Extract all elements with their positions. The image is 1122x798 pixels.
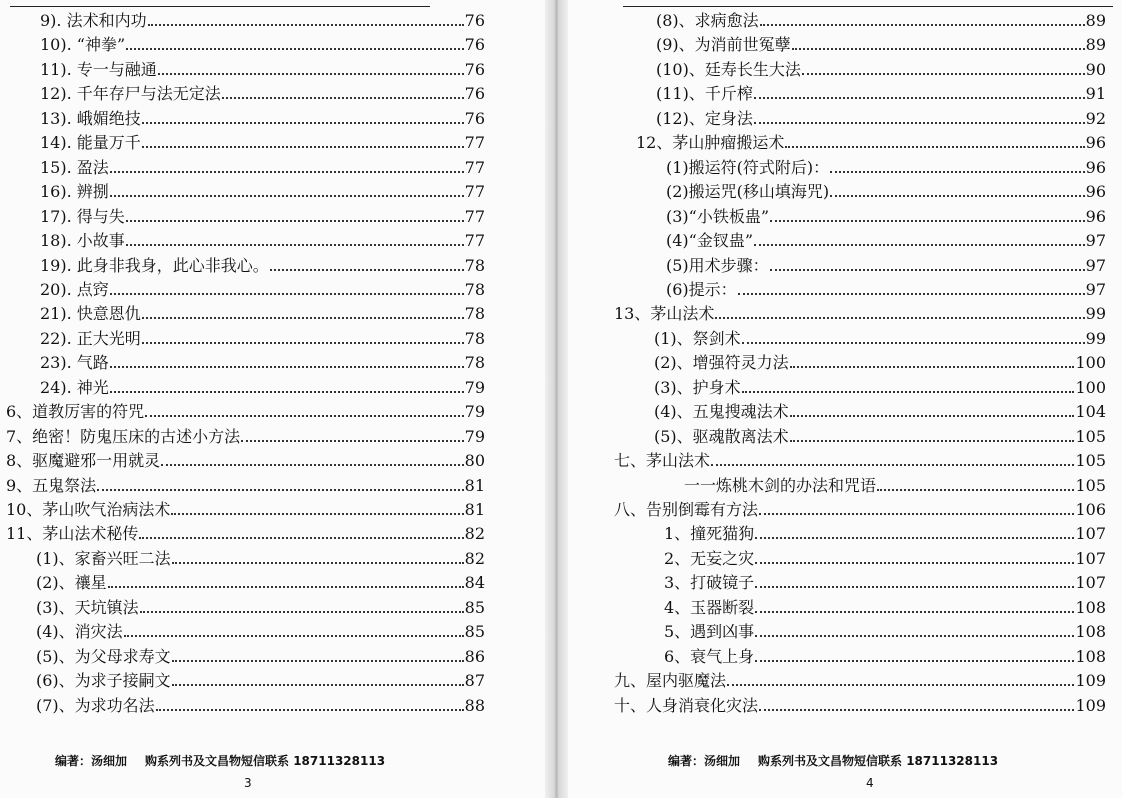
dot-leader — [126, 206, 464, 222]
toc-entry-page: 79 — [464, 426, 485, 446]
toc-entry-title: 9、五鬼祭法 — [6, 475, 97, 495]
toc-entry-page: 100 — [1075, 353, 1106, 373]
dot-leader — [145, 401, 463, 417]
toc-entry-title: 12、茅山肿瘤搬运术 — [636, 133, 785, 153]
dot-leader — [755, 621, 1074, 637]
toc-entry-page: 100 — [1075, 377, 1106, 397]
toc-entry-page: 105 — [1075, 475, 1106, 495]
toc-entry-title: (8)、求病愈法 — [656, 11, 759, 30]
toc-entry — [666, 279, 1106, 301]
toc-entry-title: 七、茅山法术 — [614, 451, 711, 471]
toc-entry-title: 十、人身消衰化灾法 — [614, 695, 759, 715]
toc-entry-page: 96 — [1085, 206, 1106, 226]
dot-leader — [760, 10, 1085, 26]
book-gutter — [545, 0, 568, 798]
toc-entry-page: 88 — [464, 695, 485, 715]
dot-leader — [158, 59, 464, 75]
dot-leader — [110, 279, 464, 295]
toc-entry — [654, 426, 1106, 448]
toc-entry-page: 97 — [1085, 255, 1106, 275]
dot-leader — [877, 475, 1074, 491]
page-number: 4 — [866, 776, 874, 790]
dot-leader — [711, 450, 1074, 466]
dot-leader — [110, 181, 464, 197]
toc-entry-page: 104 — [1075, 402, 1106, 422]
toc-entry-title: (3)、护身术 — [654, 377, 741, 397]
dot-leader — [759, 695, 1074, 711]
toc-entry-page: 107 — [1075, 524, 1106, 544]
toc-entry-page: 77 — [464, 157, 485, 177]
toc-entry — [664, 646, 1106, 668]
toc-entry-title: 9). 法术和内功 — [40, 11, 147, 30]
toc-entry-title: 23). 气路 — [40, 353, 109, 373]
toc-entry — [664, 523, 1106, 545]
dot-leader — [755, 523, 1074, 539]
toc-entry-title: 6、道教厉害的符咒 — [6, 402, 145, 422]
toc-entry — [40, 132, 485, 154]
dot-leader — [755, 597, 1074, 613]
dot-leader — [126, 34, 464, 50]
toc-entry — [40, 59, 485, 81]
toc-entry — [654, 352, 1106, 374]
toc-entry — [614, 499, 1106, 521]
toc-entry-page: 96 — [1085, 182, 1106, 202]
toc-entry — [666, 206, 1106, 228]
toc-entry — [40, 279, 485, 301]
toc-entry — [664, 621, 1106, 643]
dot-leader — [222, 83, 464, 99]
dot-leader — [742, 377, 1075, 393]
footer-contact: 购系列书及文昌物短信联系 18711328113 — [758, 754, 999, 768]
dot-leader — [755, 646, 1074, 662]
toc-entry-page: 78 — [464, 328, 485, 348]
toc-entry — [664, 597, 1106, 619]
toc-entry-title: (10)、廷寿长生大法 — [656, 59, 801, 79]
toc-entry-title: (11)、千斤榨 — [656, 84, 753, 104]
toc-entry-title: 一一炼桃木剑的办法和咒语 — [684, 475, 877, 495]
toc-entry-title: 15). 盈法 — [40, 157, 109, 177]
toc-entry-title: (9)、为消前世冤孽 — [656, 35, 791, 55]
toc-entry-title: 1、撞死猫狗 — [664, 524, 755, 544]
toc-entry — [684, 475, 1106, 497]
header-rule — [623, 6, 1113, 7]
toc-entry-page: 99 — [1085, 304, 1106, 324]
toc-entry — [40, 181, 485, 203]
toc-entry — [636, 132, 1106, 154]
toc-entry-page: 89 — [1085, 11, 1106, 30]
toc-entry-page: 108 — [1075, 597, 1106, 617]
toc-entry-page: 91 — [1085, 84, 1106, 104]
dot-leader — [742, 328, 1085, 344]
toc-entry-title: (4)“金钗蛊” — [666, 231, 754, 251]
toc-entry-title: (5)用术步骤： — [666, 255, 769, 275]
dot-leader — [172, 646, 464, 662]
toc-entry-title: 17). 得与失 — [40, 206, 125, 226]
dot-leader — [790, 352, 1075, 368]
toc-entry-page: 97 — [1085, 231, 1106, 251]
toc-entry-page: 106 — [1075, 500, 1106, 519]
dot-leader — [755, 572, 1074, 588]
toc-entry-page: 105 — [1075, 451, 1106, 471]
toc-entry-page: 81 — [464, 475, 485, 495]
dot-leader — [124, 621, 464, 637]
toc-entry-title: (5)、驱魂散离法术 — [654, 426, 789, 446]
dot-leader — [802, 59, 1085, 75]
toc-entry-page: 77 — [464, 133, 485, 153]
right-page — [568, 0, 1122, 798]
toc-entry-title: 16). 辨捌 — [40, 182, 109, 202]
toc-entry-page: 109 — [1075, 671, 1106, 691]
toc-entry-page: 90 — [1085, 59, 1106, 79]
toc-entry-page: 92 — [1085, 108, 1106, 128]
toc-entry-title: (1)、家畜兴旺二法 — [36, 548, 171, 568]
toc-entry — [614, 670, 1106, 692]
toc-entry-page: 96 — [1085, 133, 1106, 153]
dot-leader — [110, 157, 464, 173]
toc-entry-title: (2)、增强符灵力法 — [654, 353, 789, 373]
toc-entry — [36, 695, 485, 717]
toc-entry — [664, 548, 1106, 570]
footer — [668, 752, 998, 769]
toc-entry-title: 14). 能量万千 — [40, 133, 141, 153]
toc-entry — [40, 83, 485, 105]
toc-entry-title: 九、屋内驱魔法 — [614, 671, 727, 691]
footer — [55, 752, 385, 769]
toc-entry-page: 78 — [464, 304, 485, 324]
toc-entry-page: 79 — [464, 377, 485, 397]
toc-entry — [654, 328, 1106, 350]
toc-entry-page: 85 — [464, 622, 485, 642]
dot-leader — [172, 670, 464, 686]
dot-leader — [727, 670, 1074, 686]
dot-leader — [161, 450, 463, 466]
toc-entry — [40, 10, 485, 32]
toc-entry — [6, 426, 485, 448]
toc-entry-page: 108 — [1075, 646, 1106, 666]
dot-leader — [148, 10, 464, 26]
toc-entry-title: (2)搬运咒(移山填海咒) — [666, 182, 830, 202]
toc-entry-title: 3、打破镜子 — [664, 573, 755, 593]
header-rule — [10, 6, 430, 7]
toc-entry-title: 13、茅山法术 — [614, 304, 715, 324]
dot-leader — [770, 255, 1085, 271]
toc-entry-title: (4)、五鬼搜魂法术 — [654, 402, 789, 422]
dot-leader — [171, 499, 463, 515]
dot-leader — [759, 499, 1074, 515]
toc-entry — [36, 621, 485, 643]
dot-leader — [830, 181, 1084, 197]
toc-entry-page: 79 — [464, 402, 485, 422]
toc-entry-title: (12)、定身法 — [656, 108, 753, 128]
toc-entry-title: 21). 快意恩仇 — [40, 304, 141, 324]
toc-entry-page: 81 — [464, 500, 485, 519]
dot-leader — [270, 255, 464, 271]
page-number: 3 — [244, 776, 252, 790]
toc-entry-title: 8、驱魔避邪一用就灵 — [6, 451, 161, 471]
toc-entry-page: 76 — [464, 84, 485, 104]
toc-entry-page: 109 — [1075, 695, 1106, 715]
footer-author: 编著：汤细加 — [55, 754, 128, 768]
dot-leader — [755, 548, 1074, 564]
toc-entry — [6, 401, 485, 423]
toc-entry-page: 107 — [1075, 548, 1106, 568]
toc-entry — [36, 646, 485, 668]
toc-entry-title: 11、茅山法术秘传 — [6, 524, 139, 544]
toc-entry — [656, 34, 1106, 56]
toc-entry — [40, 328, 485, 350]
toc-entry-page: 99 — [1085, 328, 1106, 348]
footer-author: 编著：汤细加 — [668, 754, 741, 768]
toc-entry — [654, 401, 1106, 423]
toc-entry-title: 22). 正大光明 — [40, 328, 141, 348]
toc-entry-title: (5)、为父母求寿文 — [36, 646, 171, 666]
toc-entry-title: 7、绝密！防鬼压床的古述小方法 — [6, 426, 241, 446]
dot-leader — [785, 132, 1084, 148]
dot-leader — [156, 695, 464, 711]
toc-entry — [40, 157, 485, 179]
toc-entry-title: (3)“小铁板蛊” — [666, 206, 770, 226]
toc-entry-page: 107 — [1075, 573, 1106, 593]
dot-leader — [241, 426, 463, 442]
toc-entry-title: 4、玉器断裂 — [664, 597, 755, 617]
toc-entry-title: 八、告别倒霉有方法 — [614, 500, 759, 519]
toc-entry-title: 18). 小故事 — [40, 231, 125, 251]
toc-entry-page: 82 — [464, 548, 485, 568]
toc-entry-page: 78 — [464, 255, 485, 275]
toc-entry — [664, 572, 1106, 594]
toc-entry-page: 97 — [1085, 279, 1106, 299]
dot-leader — [142, 108, 464, 124]
toc-entry-page: 77 — [464, 231, 485, 251]
toc-entry — [6, 450, 485, 472]
dot-leader — [770, 206, 1085, 222]
toc-entry-title: 5、遇到凶事 — [664, 622, 755, 642]
dot-leader — [715, 303, 1084, 319]
toc-entry — [40, 108, 485, 130]
dot-leader — [140, 597, 464, 613]
toc-entry — [656, 108, 1106, 130]
dot-leader — [754, 108, 1085, 124]
toc-entry — [656, 10, 1106, 32]
dot-leader — [142, 303, 464, 319]
dot-leader — [792, 34, 1085, 50]
dot-leader — [738, 279, 1085, 295]
toc-entry-page: 108 — [1075, 622, 1106, 642]
toc-entry-title: (2)、禳星 — [36, 573, 107, 593]
toc-entry — [614, 695, 1106, 717]
dot-leader — [126, 230, 464, 246]
toc-entry — [40, 34, 485, 56]
toc-entry-title: 2、无妄之灾 — [664, 548, 755, 568]
footer-contact: 购系列书及文昌物短信联系 18711328113 — [145, 754, 386, 768]
dot-leader — [142, 328, 464, 344]
toc-entry — [40, 303, 485, 325]
dot-leader — [172, 548, 464, 564]
toc-entry — [666, 255, 1106, 277]
toc-entry-page: 78 — [464, 279, 485, 299]
toc-entry-page: 96 — [1085, 157, 1106, 177]
toc-entry-title: (6)提示： — [666, 279, 737, 299]
toc-entry — [6, 523, 485, 545]
toc-entry-page: 77 — [464, 182, 485, 202]
toc-entry-title: (7)、为求功名法 — [36, 695, 155, 715]
toc-entry-page: 105 — [1075, 426, 1106, 446]
toc-entry — [6, 475, 485, 497]
toc-entry-title: 24). 神光 — [40, 377, 109, 397]
dot-leader — [142, 132, 464, 148]
dot-leader — [754, 230, 1085, 246]
toc-entry-title: (4)、消灾法 — [36, 622, 123, 642]
toc-entry-page: 78 — [464, 353, 485, 373]
toc-entry — [666, 157, 1106, 179]
dot-leader — [108, 572, 464, 588]
toc-entry-page: 85 — [464, 597, 485, 617]
toc-entry-title: 10、茅山吹气治病法术 — [6, 500, 171, 519]
toc-entry — [36, 572, 485, 594]
toc-entry — [6, 499, 485, 521]
toc-entry — [40, 230, 485, 252]
toc-entry — [36, 670, 485, 692]
toc-entry — [654, 377, 1106, 399]
toc-entry-page: 77 — [464, 206, 485, 226]
toc-entry-title: (6)、为求子接嗣文 — [36, 671, 171, 691]
toc-entry — [40, 377, 485, 399]
dot-leader — [139, 523, 463, 539]
toc-entry-title: 13). 峨媚绝技 — [40, 108, 141, 128]
toc-entry — [666, 181, 1106, 203]
toc-entry-page: 89 — [1085, 35, 1106, 55]
toc-entry-title: 12). 千年存尸与法无定法 — [40, 84, 221, 104]
toc-entry-title: 6、衰气上身 — [664, 646, 755, 666]
dot-leader — [110, 352, 464, 368]
toc-entry-page: 80 — [464, 451, 485, 471]
left-page — [0, 0, 545, 798]
dot-leader — [830, 157, 1084, 173]
dot-leader — [97, 475, 463, 491]
toc-entry-title: (3)、天坑镇法 — [36, 597, 139, 617]
toc-entry — [666, 230, 1106, 252]
toc-entry-page: 86 — [464, 646, 485, 666]
toc-entry-page: 84 — [464, 573, 485, 593]
dot-leader — [790, 401, 1075, 417]
dot-leader — [754, 83, 1085, 99]
toc-entry — [614, 303, 1106, 325]
toc-entry-page: 76 — [464, 59, 485, 79]
toc-entry — [614, 450, 1106, 472]
toc-entry-title: 10). “神拳” — [40, 35, 126, 55]
toc-entry-page: 76 — [464, 108, 485, 128]
toc-entry-page: 87 — [464, 671, 485, 691]
toc-entry-page: 82 — [464, 524, 485, 544]
toc-entry-page: 76 — [464, 11, 485, 30]
dot-leader — [790, 426, 1075, 442]
toc-entry-title: 19). 此身非我身，此心非我心。 — [40, 255, 269, 275]
toc-entry — [40, 352, 485, 374]
toc-entry-page: 76 — [464, 35, 485, 55]
toc-entry — [36, 548, 485, 570]
toc-entry-title: (1)、祭剑术 — [654, 328, 741, 348]
toc-entry — [656, 59, 1106, 81]
toc-entry-title: 11). 专一与融通 — [40, 59, 157, 79]
toc-entry-title: (1)搬运符(符式附后)： — [666, 157, 830, 177]
toc-entry — [36, 597, 485, 619]
toc-entry-title: 20). 点窍 — [40, 279, 109, 299]
toc-entry — [40, 206, 485, 228]
dot-leader — [110, 377, 464, 393]
toc-entry — [40, 255, 485, 277]
toc-entry — [656, 83, 1106, 105]
